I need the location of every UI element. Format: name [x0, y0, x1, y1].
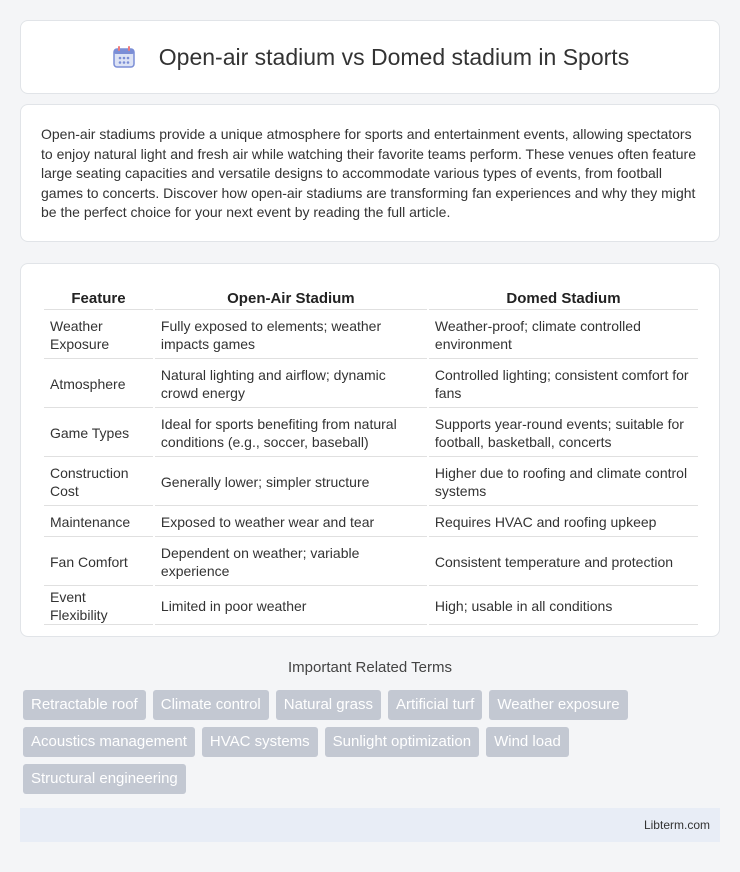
tag-climate-control[interactable]: Climate control — [153, 690, 269, 720]
cell-feature: Maintenance — [44, 508, 153, 537]
title-card — [20, 20, 720, 94]
tag-sunlight-optimization[interactable]: Sunlight optimization — [325, 727, 479, 757]
intro-card — [20, 104, 720, 242]
cell-open-air: Natural lighting and airflow; dynamic crowd energy — [155, 361, 427, 408]
cell-domed: Supports year-round events; suitable for football, basketball, concerts — [429, 410, 698, 457]
cell-open-air: Fully exposed to elements; weather impacts games — [155, 312, 427, 359]
cell-domed: Controlled lighting; consistent comfort for fans — [429, 361, 698, 408]
table-row — [44, 410, 698, 457]
footer-site-link[interactable]: Libterm.com — [643, 818, 710, 832]
cell-feature: Fan Comfort — [44, 539, 153, 586]
related-terms-title: Important Related Terms — [288, 659, 452, 676]
table-row — [44, 508, 698, 537]
cell-open-air: Dependent on weather; variable experience — [155, 539, 427, 586]
cell-open-air: Limited in poor weather — [155, 588, 427, 625]
cell-feature: Construction Cost — [44, 459, 153, 506]
cell-feature: Game Types — [44, 410, 153, 457]
cell-domed: Weather-proof; climate controlled environment — [429, 312, 698, 359]
table-header-row — [44, 286, 698, 310]
cell-domed: Higher due to roofing and climate control systems — [429, 459, 698, 506]
tag-weather-exposure[interactable]: Weather exposure — [489, 690, 627, 720]
cell-domed: High; usable in all conditions — [429, 588, 698, 625]
table-row — [44, 539, 698, 586]
cell-domed: Consistent temperature and protection — [429, 539, 698, 586]
comparison-table — [42, 284, 700, 627]
tag-artificial-turf[interactable]: Artificial turf — [388, 690, 482, 720]
cell-feature: Weather Exposure — [44, 312, 153, 359]
header-domed: Domed Stadium — [429, 286, 698, 310]
table-row — [44, 588, 698, 625]
table-row — [44, 312, 698, 359]
comparison-card — [20, 263, 720, 637]
header-open-air: Open-Air Stadium — [155, 286, 427, 310]
footer — [20, 808, 720, 842]
cell-open-air: Ideal for sports benefiting from natural conditions (e.g., soccer, baseball) — [155, 410, 427, 457]
page-title: Open-air stadium vs Domed stadium in Sports — [158, 43, 630, 70]
intro-paragraph: Open-air stadiums provide a unique atmosphere for sports and entertainment events, allowing spectators to enjoy natural light and fresh air while watching their favorite teams perform. These venues often feature large seating capacities and versatile designs to accommodate various types of events, from football games to concerts. Discover how open-air stadiums are transforming fan experiences and why they might be the perfect choice for your next event by reading the full article. — [41, 126, 696, 221]
table-row — [44, 459, 698, 506]
calendar-icon — [111, 44, 137, 70]
cell-open-air: Exposed to weather wear and tear — [155, 508, 427, 537]
cell-feature: Atmosphere — [44, 361, 153, 408]
tag-structural-engineering[interactable]: Structural engineering — [23, 764, 186, 794]
tag-hvac-systems[interactable]: HVAC systems — [202, 727, 318, 757]
cell-open-air: Generally lower; simpler structure — [155, 459, 427, 506]
table-row — [44, 361, 698, 408]
tag-natural-grass[interactable]: Natural grass — [276, 690, 381, 720]
tag-acoustics-management[interactable]: Acoustics management — [23, 727, 195, 757]
tag-wind-load[interactable]: Wind load — [486, 727, 569, 757]
cell-domed: Requires HVAC and roofing upkeep — [429, 508, 698, 537]
tag-retractable-roof[interactable]: Retractable roof — [23, 690, 146, 720]
related-terms-list — [23, 690, 723, 801]
header-feature: Feature — [44, 286, 153, 310]
cell-feature: Event Flexibility — [44, 588, 153, 625]
